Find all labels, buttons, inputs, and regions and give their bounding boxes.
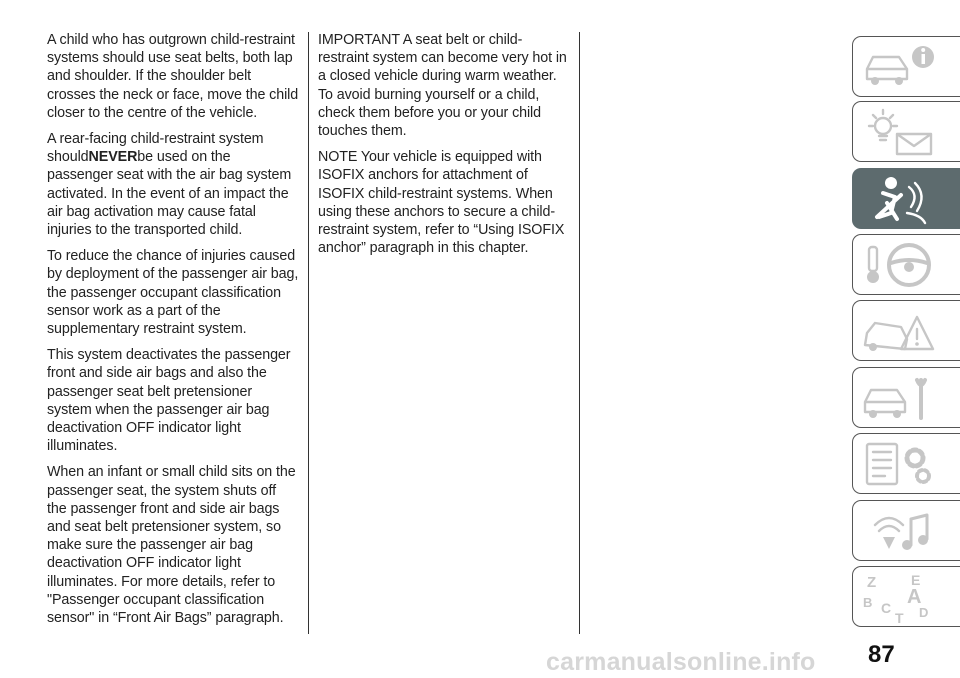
tab-safety[interactable] [852,168,960,229]
emphasis-never: NEVER [88,149,138,166]
paragraph-text: be used on the passenger seat with the air bag system activated. In the event of an impact the air bag activation may cause fatal injuries to the transported child. [47,149,292,239]
text-column-right [318,31,568,265]
index-letter: A [907,586,922,608]
paragraph-important: IMPORTANT A seat belt or child-restraint system can become very hot in a closed vehicle during warm weather. To avoid burning yourself or a child, check them before you or your child touches them. [318,32,567,140]
page-number: 87 [868,641,895,668]
index-letter: Z [867,574,877,591]
index-letter: B [863,595,873,610]
tab-warning-lights[interactable] [852,101,960,162]
index-letter: D [919,605,929,620]
paragraph-text: A rear-facing child-restraint system should [47,131,264,166]
paragraph-note: NOTE Your vehicle is equipped with ISOFIX anchors for attachment of ISOFIX child-restraint systems. When using these anchors to secure a child-restraint system, refer to “Using ISOFIX anchor” paragraph in this chapter. [318,149,565,257]
tab-emergency[interactable] [852,300,960,361]
column-divider [308,32,309,634]
tab-servicing[interactable] [852,367,960,428]
text-column-left [47,31,299,635]
tab-starting-driving[interactable] [852,234,960,295]
warning-lights-icon [861,106,941,158]
car-emergency-icon [861,305,941,357]
paragraph: To reduce the chance of injuries caused by deployment of the passenger air bag, the passenger occupant classification sensor work as a part of the supplementary restraint system. [47,248,299,338]
tab-car-info[interactable] [852,36,960,97]
paragraph: A child who has outgrown child-restraint systems should use seat belts, both lap and shoulder. If the shoulder belt crosses the neck or face, move the child closer to the centre of the vehicle. [47,32,299,121]
paragraph: When an infant or small child sits on the passenger seat, the system shuts off the passenger front and side air bags and seat belt pretensioner system, so make sure the passenger air bag deactivation OFF indicator light illuminates. For more details, refer to "Passenger occupant classification sensor" in “Front Air Bags” paragraph. [47,464,296,627]
index-letters-icon [861,571,941,623]
tab-index[interactable] [852,566,960,627]
index-letter: E [911,572,921,588]
watermark: carmanualsonline.info [546,648,816,676]
paragraph-never [47,130,299,239]
car-info-icon [861,41,941,93]
multimedia-icon [861,505,941,557]
tab-multimedia[interactable] [852,500,960,561]
paragraph: This system deactivates the passenger front and side air bags and also the passenger seat belt pretensioner system when the passenger air bag deactivation OFF indicator light illuminates. [47,347,291,455]
steering-key-icon [861,239,941,291]
seat-belt-airbag-icon [861,173,941,225]
index-letter: T [895,610,904,623]
specifications-icon [861,438,941,490]
index-letter: C [881,600,892,616]
car-maintenance-icon [861,372,941,424]
tab-technical-data[interactable] [852,433,960,494]
column-divider [579,32,580,634]
